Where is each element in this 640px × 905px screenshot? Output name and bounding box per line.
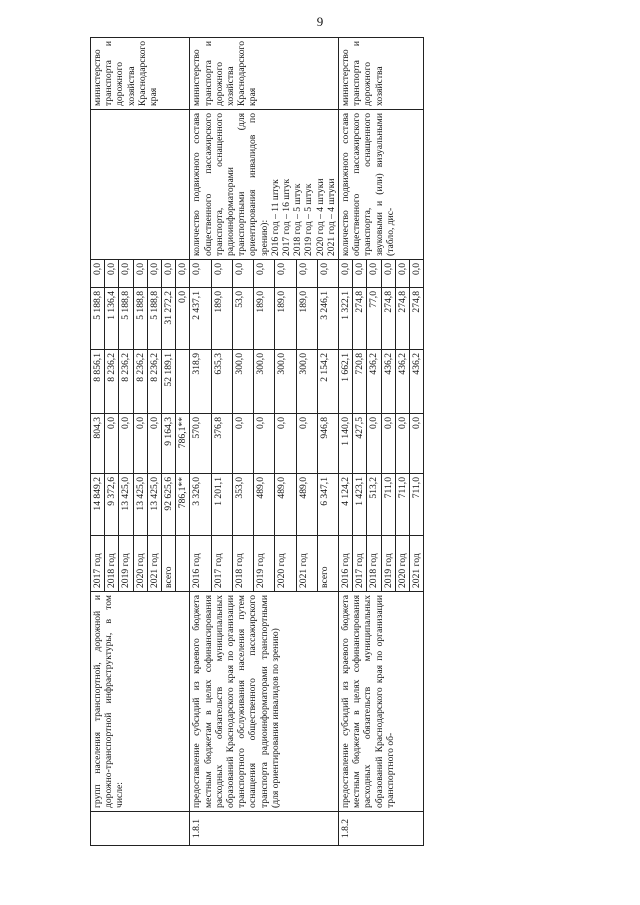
item-description: предоставление субсидий из краевого бюджета местным бюджетам в целях софинансирования расходных обязательств муниципальных образований Краснодарского края по организации транспортного обслуживания населения путем оснащения общественного пассажирского транспорта радиоинформаторами транспортными (для ориентирования инвалидов по зрению) xyxy=(190,592,339,812)
amount-cell: 9 164,3 xyxy=(162,414,176,474)
amount-cell: 353,0 xyxy=(232,474,253,536)
amount-cell: 0,0 xyxy=(296,414,317,474)
amount-cell: 0,0 xyxy=(190,260,211,288)
amount-cell: 0,0 xyxy=(133,414,147,474)
amount-cell: 13 425,0 xyxy=(133,474,147,536)
year-cell: 2020 год xyxy=(395,536,409,592)
amount-cell: 9 372,6 xyxy=(105,474,119,536)
amount-cell: 8 236,2 xyxy=(133,350,147,414)
amount-cell: 3 326,0 xyxy=(190,474,211,536)
amount-cell: 0,0 xyxy=(381,260,395,288)
amount-cell: 5 188,8 xyxy=(119,288,133,350)
program-table xyxy=(90,37,424,846)
year-cell: 2019 год xyxy=(254,536,275,592)
amount-cell: 635,3 xyxy=(211,350,232,414)
result-line: количество подвижного состава общественного пассажирского транспорта, оснащенного радиоинформаторами транспортными (для ориентирования инвалидов по зрению): xyxy=(191,113,270,256)
table-row xyxy=(339,38,353,846)
amount-cell: 77,0 xyxy=(367,288,381,350)
amount-cell: 1 322,1 xyxy=(339,288,353,350)
amount-cell: 436,2 xyxy=(410,350,424,414)
amount-cell: 570,0 xyxy=(190,414,211,474)
amount-cell: 300,0 xyxy=(232,350,253,414)
amount-cell: 436,2 xyxy=(381,350,395,414)
amount-cell: 0,0 xyxy=(176,288,190,350)
amount-cell: 0,0 xyxy=(254,260,275,288)
year-cell xyxy=(176,536,190,592)
amount-cell: 0,0 xyxy=(275,260,296,288)
amount-cell: 0,0 xyxy=(254,414,275,474)
amount-cell: 0,0 xyxy=(105,260,119,288)
amount-cell: 711,0 xyxy=(410,474,424,536)
amount-cell: 0,0 xyxy=(410,260,424,288)
year-cell: 2020 год xyxy=(133,536,147,592)
year-cell: 2018 год xyxy=(232,536,253,592)
amount-cell: 436,2 xyxy=(367,350,381,414)
year-cell: 2020 год xyxy=(275,536,296,592)
amount-cell: 0,0 xyxy=(296,260,317,288)
amount-cell: 92 625,6 xyxy=(162,474,176,536)
amount-cell: 786,1** xyxy=(176,414,190,474)
amount-cell: 0,0 xyxy=(367,414,381,474)
amount-cell: 0,0 xyxy=(119,260,133,288)
item-index: 1.8.2 xyxy=(339,812,424,846)
amount-cell: 0,0 xyxy=(275,414,296,474)
result-line: 2019 год – 5 штук xyxy=(303,183,315,256)
amount-cell: 0,0 xyxy=(410,414,424,474)
amount-cell: 318,9 xyxy=(190,350,211,414)
amount-cell: 489,0 xyxy=(296,474,317,536)
result-line: 2021 год – 4 штуки xyxy=(325,178,337,256)
amount-cell: 489,0 xyxy=(275,474,296,536)
amount-cell: 5 188,8 xyxy=(91,288,105,350)
amount-cell: 711,0 xyxy=(381,474,395,536)
amount-cell: 6 347,1 xyxy=(317,474,338,536)
amount-cell: 189,0 xyxy=(275,288,296,350)
page-number: 9 xyxy=(316,14,324,29)
amount-cell: 274,8 xyxy=(353,288,367,350)
year-cell: всего xyxy=(317,536,338,592)
executor-cell: министерство транспорта и дорожного хозяйства Краснодарского края xyxy=(91,38,190,110)
amount-cell: 13 425,0 xyxy=(147,474,161,536)
result-cell xyxy=(339,110,424,260)
year-cell: 2017 год xyxy=(211,536,232,592)
amount-cell: 1 423,1 xyxy=(353,474,367,536)
amount-cell xyxy=(176,350,190,414)
year-cell: 2018 год xyxy=(367,536,381,592)
year-cell: 2019 год xyxy=(119,536,133,592)
amount-cell: 946,8 xyxy=(317,414,338,474)
table-row xyxy=(190,38,211,846)
amount-cell: 0,0 xyxy=(133,260,147,288)
amount-cell: 0,0 xyxy=(105,414,119,474)
year-cell: 2017 год xyxy=(353,536,367,592)
amount-cell: 8 236,2 xyxy=(119,350,133,414)
result-line: 2017 год – 16 штук xyxy=(281,178,293,256)
amount-cell: 720,8 xyxy=(353,350,367,414)
amount-cell: 0,0 xyxy=(211,260,232,288)
amount-cell: 300,0 xyxy=(296,350,317,414)
amount-cell: 300,0 xyxy=(254,350,275,414)
result-line: 2018 год – 5 штук xyxy=(292,183,304,256)
year-cell: 2017 год xyxy=(91,536,105,592)
amount-cell: 2 437,1 xyxy=(190,288,211,350)
amount-cell: 0,0 xyxy=(395,414,409,474)
amount-cell: 8 236,2 xyxy=(105,350,119,414)
amount-cell: 1 662,1 xyxy=(339,350,353,414)
executor-cell: министерство транспорта и дорожного хозяйства xyxy=(339,38,424,110)
table-row xyxy=(91,38,105,846)
amount-cell: 1 201,1 xyxy=(211,474,232,536)
amount-cell: 8 856,1 xyxy=(91,350,105,414)
amount-cell: 0,0 xyxy=(147,414,161,474)
result-line: 2020 год – 4 штуки xyxy=(314,178,326,256)
year-cell: 2018 год xyxy=(105,536,119,592)
amount-cell: 2 154,2 xyxy=(317,350,338,414)
amount-cell: 274,8 xyxy=(410,288,424,350)
amount-cell: 436,2 xyxy=(395,350,409,414)
amount-cell: 1 140,0 xyxy=(339,414,353,474)
amount-cell: 31 272,2 xyxy=(162,288,176,350)
rotated-table-sheet xyxy=(90,38,545,846)
year-cell: 2019 год xyxy=(381,536,395,592)
year-cell: 2016 год xyxy=(339,536,353,592)
amount-cell: 376,8 xyxy=(211,414,232,474)
amount-cell: 1 136,4 xyxy=(105,288,119,350)
result-text: количество подвижного состава общественного пассажирского транспорта, оснащенного звуковыми и (или) визуальными (табло, дис- xyxy=(340,113,396,256)
result-line: 2016 год – 11 штук xyxy=(269,179,281,256)
amount-cell: 4 124,2 xyxy=(339,474,353,536)
amount-cell: 0,0 xyxy=(91,260,105,288)
amount-cell: 52 189,1 xyxy=(162,350,176,414)
amount-cell: 0,0 xyxy=(176,260,190,288)
item-index xyxy=(91,812,190,846)
amount-cell: 5 188,8 xyxy=(147,288,161,350)
item-description: групп населения транспортной, дорожной и дорожно-транспортной инфраструктуры, в том числе: xyxy=(91,592,190,812)
amount-cell: 53,0 xyxy=(232,288,253,350)
amount-cell: 5 188,8 xyxy=(133,288,147,350)
year-cell: 2021 год xyxy=(410,536,424,592)
amount-cell: 0,0 xyxy=(317,260,338,288)
amount-cell: 14 849,2 xyxy=(91,474,105,536)
item-index: 1.8.1 xyxy=(190,812,339,846)
amount-cell: 13 425,0 xyxy=(119,474,133,536)
amount-cell: 0,0 xyxy=(232,260,253,288)
amount-cell: 0,0 xyxy=(119,414,133,474)
amount-cell: 0,0 xyxy=(353,260,367,288)
amount-cell: 0,0 xyxy=(395,260,409,288)
executor-cell: министерство транспорта и дорожного хозяйства Краснодарского края xyxy=(190,38,339,110)
amount-cell: 0,0 xyxy=(162,260,176,288)
amount-cell: 189,0 xyxy=(211,288,232,350)
amount-cell: 0,0 xyxy=(339,260,353,288)
amount-cell: 8 236,2 xyxy=(147,350,161,414)
amount-cell: 189,0 xyxy=(254,288,275,350)
amount-cell: 786,1** xyxy=(176,474,190,536)
year-cell: 2021 год xyxy=(296,536,317,592)
amount-cell: 711,0 xyxy=(395,474,409,536)
amount-cell: 513,2 xyxy=(367,474,381,536)
amount-cell: 274,8 xyxy=(381,288,395,350)
amount-cell: 0,0 xyxy=(232,414,253,474)
amount-cell: 0,0 xyxy=(147,260,161,288)
amount-cell: 804,3 xyxy=(91,414,105,474)
amount-cell: 300,0 xyxy=(275,350,296,414)
amount-cell: 3 246,1 xyxy=(317,288,338,350)
year-cell: всего xyxy=(162,536,176,592)
year-cell: 2016 год xyxy=(190,536,211,592)
amount-cell: 0,0 xyxy=(381,414,395,474)
result-cell xyxy=(91,110,190,260)
item-description: предоставление субсидий из краевого бюджета местным бюджетам в целях софинансирования расходных обязательств муниципальных образований Краснодарского края по организации транспортного об- xyxy=(339,592,424,812)
amount-cell: 189,0 xyxy=(296,288,317,350)
amount-cell: 489,0 xyxy=(254,474,275,536)
result-cell xyxy=(190,110,339,260)
amount-cell: 427,5 xyxy=(353,414,367,474)
amount-cell: 0,0 xyxy=(367,260,381,288)
year-cell: 2021 год xyxy=(147,536,161,592)
amount-cell: 274,8 xyxy=(395,288,409,350)
